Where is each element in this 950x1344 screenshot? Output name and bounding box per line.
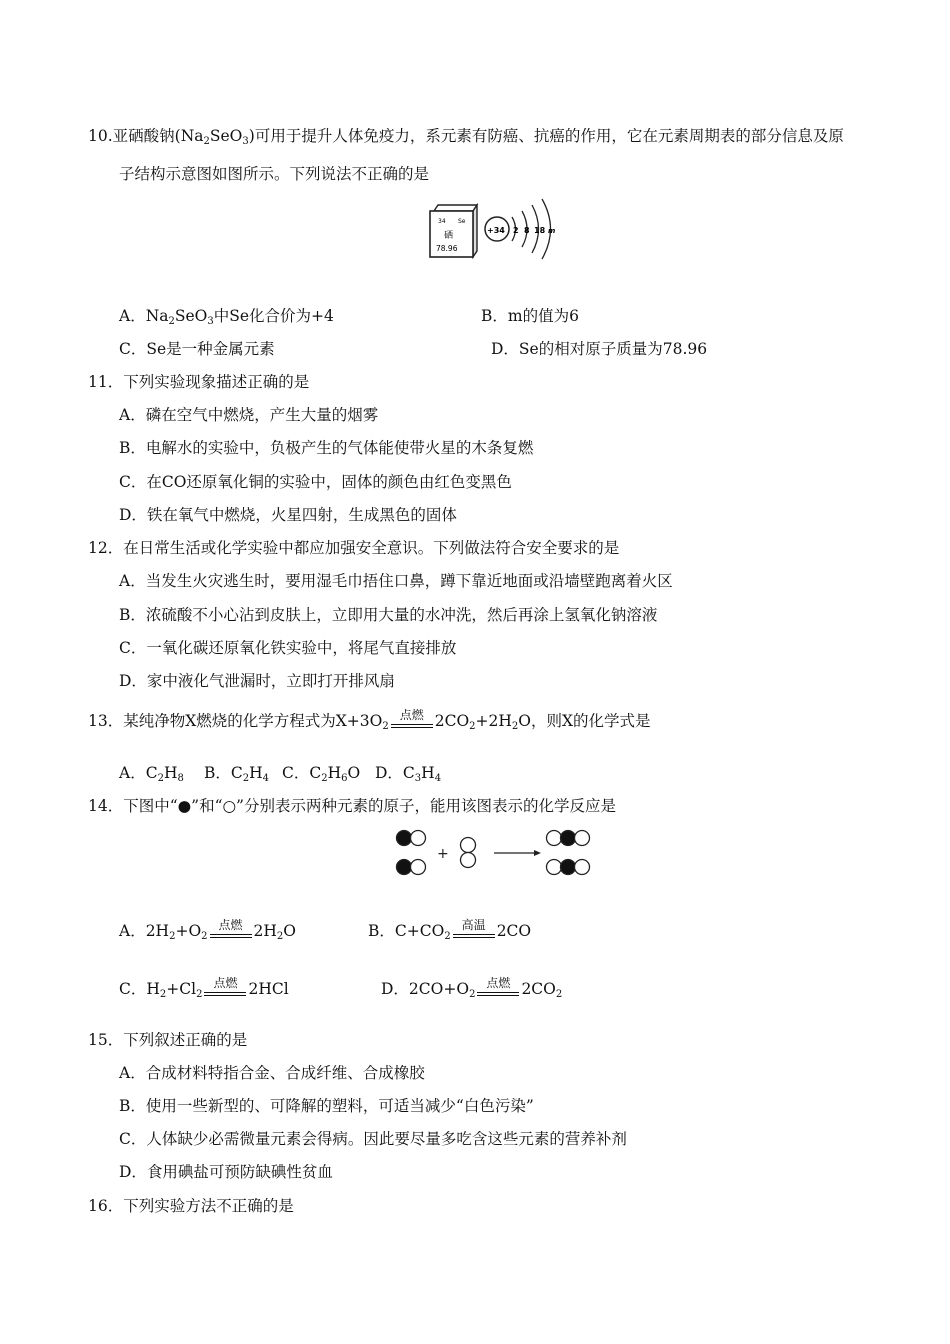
q11-option-d: D．铁在氧气中燃烧，火星四射，生成黑色的固体 bbox=[119, 506, 457, 524]
q13-stem: 13．某纯净物X燃烧的化学方程式为$X+3O_2$ 点燃 $2CO_2+2H_2O$，则X的化学式是 bbox=[88, 708, 651, 732]
q13-option-a: A．$C_2H_8$ bbox=[119, 764, 184, 784]
tile-number: 34 bbox=[438, 218, 446, 225]
reaction-condition: 点燃 bbox=[389, 710, 435, 732]
q13-option-b: B．$C_2H_4$ bbox=[204, 764, 270, 784]
q13-option-d: D．$C_3H_4$ bbox=[375, 764, 442, 784]
q13-option-c: C．$C_2H_6O$ bbox=[282, 764, 361, 784]
white-atom bbox=[547, 860, 562, 875]
shell-1: 2 bbox=[513, 226, 519, 235]
white-atom bbox=[575, 860, 590, 875]
q14-option-d: D．$2CO+O_2$ 点燃 $2CO_2$ bbox=[381, 976, 563, 1000]
q15-option-c: C．人体缺少必需微量元素会得病。因此要尽量多吃含这些元素的营养补剂 bbox=[119, 1130, 627, 1148]
q12-option-d: D．家中液化气泄漏时，立即打开排风扇 bbox=[119, 672, 395, 690]
q12-stem: 12．在日常生活或化学实验中都应加强安全意识。下列做法符合安全要求的是 bbox=[88, 539, 620, 557]
tile-name: 硒 bbox=[444, 231, 454, 241]
q14-option-b: B．$C+CO_2$ 高温 2CO bbox=[368, 918, 532, 942]
q10-option-a: A．$Na_2SeO_3$中Se化合价为+4 bbox=[119, 307, 334, 327]
q14-option-a: A．$2H_2+O_2$ 点燃 $2H_2O$ bbox=[119, 918, 297, 942]
white-atom bbox=[411, 831, 426, 846]
q14-option-c: C．$H_2+Cl_2$ 点燃 2HCl bbox=[119, 976, 289, 1000]
white-atom bbox=[461, 838, 476, 853]
q10-option-b: B．m的值为6 bbox=[481, 307, 579, 325]
black-atom bbox=[561, 860, 576, 875]
black-atom bbox=[397, 860, 412, 875]
tile-symbol: Se bbox=[458, 218, 466, 225]
tile-mass: 78.96 bbox=[436, 244, 458, 253]
q10-stem-line1: 10.亚硒酸钠$(Na_2SeO_3)$可用于提升人体免疫力，系元素有防癌、抗癌的作用，它在元素周期表的部分信息及原 bbox=[88, 127, 844, 147]
q11-stem: 11．下列实验现象描述正确的是 bbox=[88, 373, 310, 391]
q16-stem: 16．下列实验方法不正确的是 bbox=[88, 1197, 294, 1215]
q15-option-d: D．食用碘盐可预防缺碘性贫血 bbox=[119, 1163, 333, 1181]
q10-option-c: C．Se是一种金属元素 bbox=[119, 340, 275, 358]
plus-sign: + bbox=[437, 846, 449, 862]
shell-4: m bbox=[548, 227, 556, 235]
q11-option-b: B．电解水的实验中，负极产生的气体能使带火星的木条复燃 bbox=[119, 439, 534, 457]
q11-option-a: A．磷在空气中燃烧，产生大量的烟雾 bbox=[119, 406, 379, 424]
q10-option-d: D．Se的相对原子质量为78.96 bbox=[491, 340, 708, 358]
q15-option-b: B．使用一些新型的、可降解的塑料，可适当减少“白色污染” bbox=[119, 1097, 534, 1115]
q12-option-a: A．当发生火灾逃生时，要用湿毛巾捂住口鼻，蹲下靠近地面或沿墙壁跑离着火区 bbox=[119, 572, 673, 590]
shell-2: 8 bbox=[524, 226, 530, 235]
q11-option-c: C．在CO还原氧化铜的实验中，固体的颜色由红色变黑色 bbox=[119, 473, 512, 491]
q15-stem: 15．下列叙述正确的是 bbox=[88, 1031, 248, 1049]
white-atom bbox=[411, 860, 426, 875]
selenium-figure bbox=[424, 193, 584, 268]
q12-option-c: C．一氧化碳还原氧化铁实验中，将尾气直接排放 bbox=[119, 639, 457, 657]
q15-option-a: A．合成材料特指合金、合成纤维、合成橡胶 bbox=[119, 1064, 425, 1082]
q14-stem: 14．下图中“●”和“○”分别表示两种元素的原子，能用该图表示的化学反应是 bbox=[88, 797, 616, 815]
q10-stem-line2: 子结构示意图如图所示。下列说法不正确的是 bbox=[119, 165, 430, 183]
white-atom bbox=[575, 831, 590, 846]
q12-option-b: B．浓硫酸不小心沾到皮肤上，立即用大量的水冲洗，然后再涂上氢氧化钠溶液 bbox=[119, 606, 658, 624]
black-atom bbox=[561, 831, 576, 846]
periodic-tile bbox=[430, 205, 477, 257]
white-atom bbox=[547, 831, 562, 846]
reaction-diagram bbox=[392, 826, 602, 884]
white-atom bbox=[461, 853, 476, 868]
black-atom bbox=[397, 831, 412, 846]
shell-3: 18 bbox=[534, 226, 546, 235]
atom-structure-diagram bbox=[485, 199, 555, 259]
nucleus-charge: +34 bbox=[487, 226, 505, 235]
